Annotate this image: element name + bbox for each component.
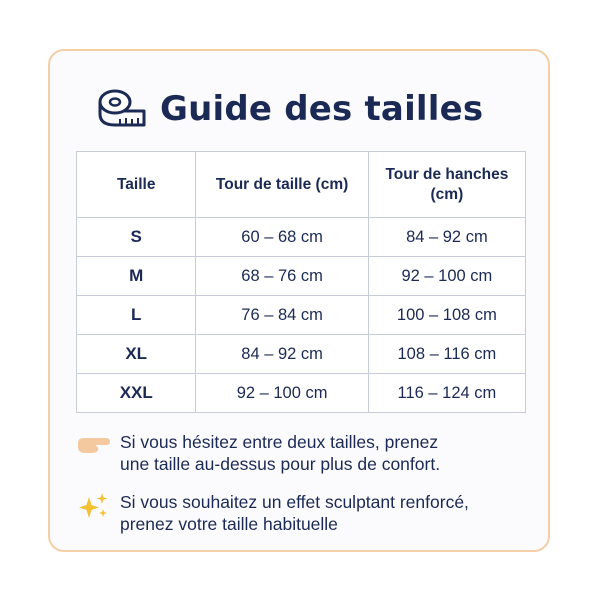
waist-cell: 68 – 76 cm xyxy=(196,257,368,296)
hips-cell: 100 – 108 cm xyxy=(368,296,525,335)
table-row xyxy=(77,335,526,374)
header xyxy=(98,84,483,134)
tip-note-line: Si vous souhaitez un effet sculptant renforcé, xyxy=(120,492,469,512)
table-row xyxy=(77,296,526,335)
tip-note-sizing xyxy=(76,431,440,475)
hips-cell: 92 – 100 cm xyxy=(368,257,525,296)
column-header-size: Taille xyxy=(77,152,196,218)
column-header-waist: Tour de taille (cm) xyxy=(196,152,368,218)
size-guide-card xyxy=(48,49,550,552)
hips-cell: 84 – 92 cm xyxy=(368,218,525,257)
pointing-hand-icon xyxy=(76,431,112,461)
column-header-hips-line1: Tour de hanches xyxy=(385,165,509,183)
column-header-hips-line2: (cm) xyxy=(430,185,464,203)
tip-note-line: Si vous hésitez entre deux tailles, prenez xyxy=(120,432,439,452)
tip-note-sizing-text xyxy=(120,431,440,475)
waist-cell: 60 – 68 cm xyxy=(196,218,368,257)
waist-cell: 84 – 92 cm xyxy=(196,335,368,374)
tip-note-line: une taille au-dessus pour plus de confort. xyxy=(120,454,441,474)
size-cell: M xyxy=(77,257,196,296)
waist-cell: 92 – 100 cm xyxy=(196,374,368,413)
size-table xyxy=(76,151,526,413)
tip-note-line: prenez votre taille habituelle xyxy=(120,514,338,534)
size-cell: XL xyxy=(77,335,196,374)
table-row xyxy=(77,218,526,257)
size-cell: L xyxy=(77,296,196,335)
page-title: Guide des tailles xyxy=(160,89,484,129)
tip-note-sculpting xyxy=(76,491,469,535)
column-header-hips xyxy=(368,152,525,218)
table-row xyxy=(77,257,526,296)
waist-cell: 76 – 84 cm xyxy=(196,296,368,335)
measuring-tape-icon xyxy=(98,87,146,131)
table-header-row xyxy=(77,152,526,218)
size-cell: S xyxy=(77,218,196,257)
size-cell: XXL xyxy=(77,374,196,413)
tip-note-sculpting-text xyxy=(120,491,469,535)
hips-cell: 108 – 116 cm xyxy=(368,335,525,374)
hips-cell: 116 – 124 cm xyxy=(368,374,525,413)
table-row xyxy=(77,374,526,413)
sparkles-icon xyxy=(76,491,112,521)
